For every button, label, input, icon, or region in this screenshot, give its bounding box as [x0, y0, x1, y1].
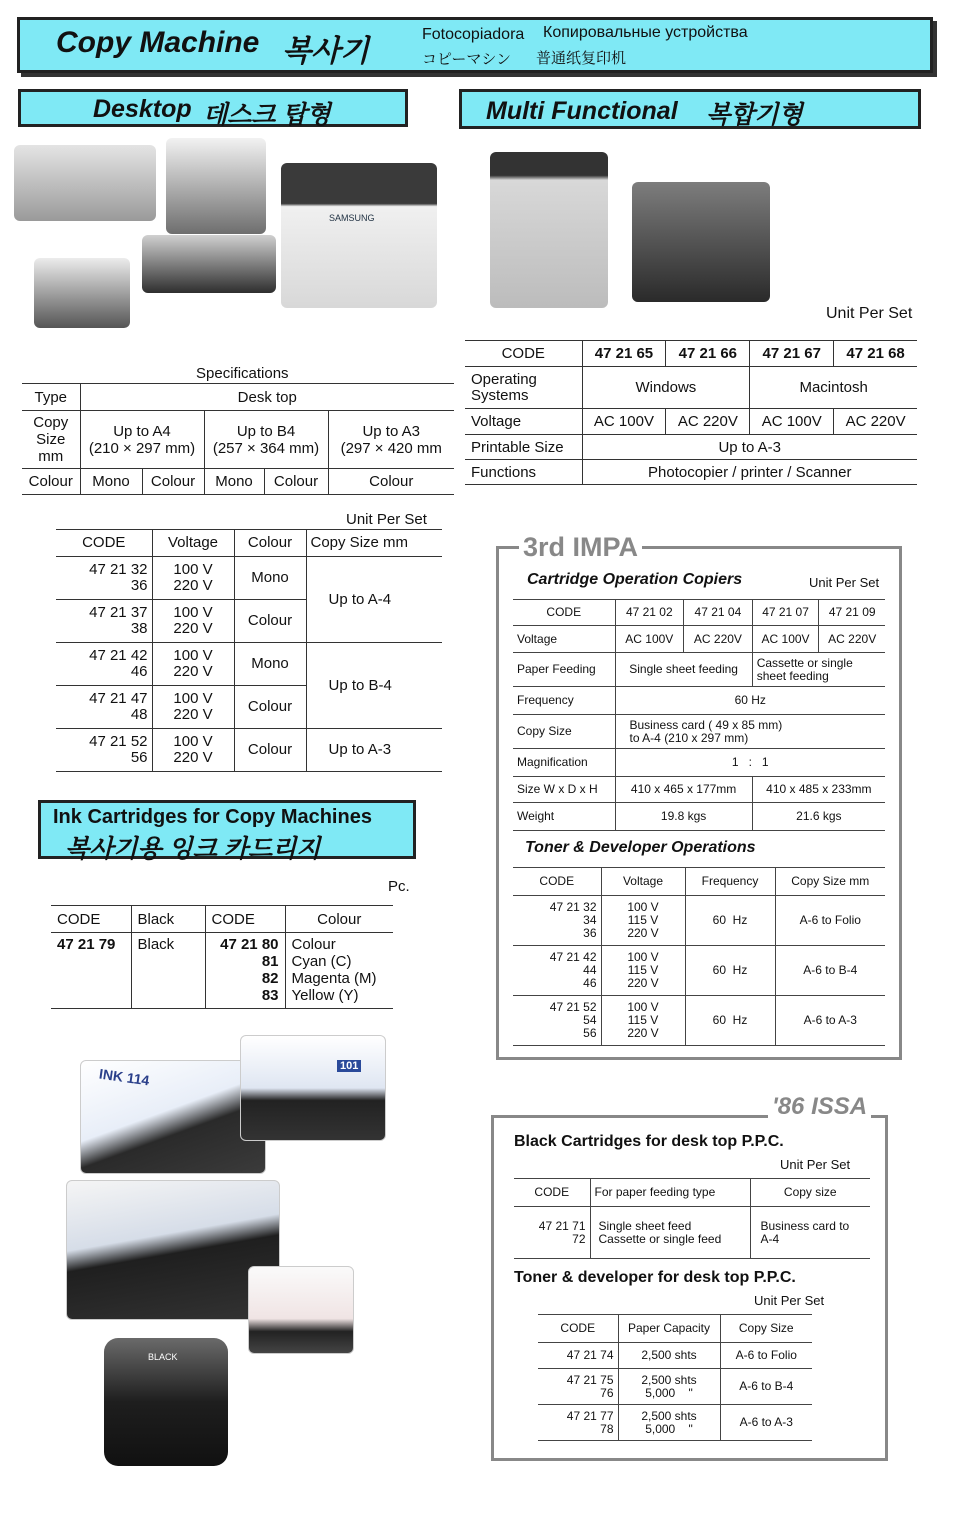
- impa-toner-voltage: 100 V: [627, 1000, 659, 1014]
- impa-weight-label: Weight: [513, 803, 615, 831]
- impa-voltage-2: AC 220V: [684, 626, 753, 653]
- ink-colour-code: 83: [261, 987, 279, 1004]
- spec-size-label-1: Copy: [33, 414, 69, 431]
- issa-toner-code: 76: [600, 1385, 614, 1400]
- issa-toner-capacity: 2,500 shts: [641, 1372, 697, 1387]
- issa-toner-size: A-6 to B-4: [720, 1369, 812, 1405]
- ink-black-value: Black: [131, 933, 205, 1009]
- impa-feed-2: [752, 653, 885, 687]
- ink-colour-value: Yellow (Y): [291, 987, 359, 1004]
- ink-cartridge-photo-5: [104, 1338, 228, 1466]
- ink-banner: [38, 800, 416, 863]
- row-code: 47 21 42: [89, 647, 148, 664]
- header-lang-ja: コピーマシン: [422, 51, 512, 68]
- ink-black-code: 47 21 79: [57, 936, 116, 953]
- spec-size-a4: [80, 411, 204, 469]
- spec-colour-1: Mono: [80, 469, 142, 495]
- issa-black-size: Business card to: [760, 1218, 850, 1233]
- row-voltage-1: 100 V: [173, 733, 213, 750]
- impa-toner-title: Toner & Developer Operations: [525, 839, 756, 856]
- row-voltage-2: 220 V: [173, 620, 213, 637]
- ink-colour-code: 82: [261, 970, 279, 987]
- issa-toner-code: 78: [600, 1421, 614, 1436]
- impa-toner-code: 44: [583, 963, 597, 977]
- impa-freq-label: Frequency: [513, 687, 615, 715]
- mf-os-label-1: Operating: [471, 370, 537, 388]
- impa-toner-voltage: 220 V: [627, 926, 659, 940]
- mf-code-1: 47 21 65: [582, 341, 666, 367]
- multi-copier-photo-2: [632, 182, 770, 302]
- row-size-a4: Up to A-4: [306, 557, 442, 643]
- ink-colour-value: Cyan (C): [291, 953, 352, 970]
- row-voltage-1: 100 V: [173, 647, 213, 664]
- mf-code-2: 47 21 66: [666, 341, 750, 367]
- row-size-a3: Up to A-3: [306, 729, 442, 772]
- mf-code-4: 47 21 68: [834, 341, 917, 367]
- spec-type-value: Desk top: [80, 384, 454, 411]
- table-row: [56, 557, 442, 600]
- ink-cartridge-photo-2: [240, 1035, 386, 1141]
- ink-table: [51, 905, 393, 1009]
- header-lang-zh: 普通纸复印机: [536, 50, 627, 67]
- issa-box: [491, 1093, 888, 1461]
- issa-toner-size: A-6 to A-3: [720, 1405, 812, 1441]
- desktop-banner: [18, 89, 408, 127]
- col-voltage: Voltage: [152, 530, 234, 557]
- mf-code-label: CODE: [465, 341, 582, 367]
- row-colour: Colour: [234, 729, 306, 772]
- spec-type-label: Type: [22, 384, 80, 411]
- row-code-2: 46: [130, 663, 148, 680]
- issa-toner-title: Toner & developer for desk top P.P.C.: [514, 1269, 796, 1286]
- impa-toner-col-code: CODE: [513, 868, 601, 896]
- impa-code-label: CODE: [513, 600, 615, 626]
- black-label: BLACK: [148, 1352, 178, 1362]
- impa-weight-1: 19.8 kgs: [615, 803, 752, 831]
- impa-box: [496, 532, 902, 1060]
- ink-cartridge-photo-1: [80, 1060, 266, 1174]
- row-code: 47 21 47: [89, 690, 148, 707]
- row-voltage-2: 220 V: [173, 706, 213, 723]
- impa-feed-1: Single sheet feeding: [615, 653, 752, 687]
- header-title-ko: 복사기: [282, 35, 369, 68]
- issa-toner-size: A-6 to Folio: [720, 1343, 812, 1369]
- mf-os-mac: Macintosh: [750, 367, 917, 409]
- ink-colour-codes: [205, 933, 285, 1009]
- mf-code-3: 47 21 67: [750, 341, 834, 367]
- impa-weight-2: 21.6 kgs: [752, 803, 885, 831]
- ink-colour-value: Magenta (M): [291, 970, 377, 987]
- issa-black-col-feed: For paper feeding type: [590, 1179, 750, 1207]
- issa-black-feed: Cassette or single feed: [598, 1231, 722, 1246]
- impa-toner-voltage: 115 V: [627, 963, 659, 977]
- mf-print-value: Up to A-3: [582, 435, 917, 460]
- impa-voltage-label: Voltage: [513, 626, 615, 653]
- spec-size-a3: [328, 411, 454, 469]
- ink-col-colour: Colour: [285, 906, 393, 933]
- impa-toner-code: 47 21 52: [549, 1000, 597, 1014]
- impa-copy-label: Copy Size: [513, 715, 615, 749]
- impa-code-3: 47 21 07: [752, 600, 819, 626]
- spec-colour-5: Colour: [328, 469, 454, 495]
- issa-toner-capacity: 2,500 shts: [641, 1348, 697, 1362]
- row-code: 47 21 32: [89, 561, 148, 578]
- impa-tag: 3rd IMPA: [519, 532, 642, 563]
- spec-size-a4-line1: Up to A4: [113, 422, 171, 440]
- spec-colour-label: Colour: [22, 469, 80, 495]
- spec-size-a3-line2: (297 × 420 mm: [340, 439, 442, 457]
- desktop-copier-photo-2: [166, 138, 266, 234]
- mf-voltage-1: AC 100V: [582, 409, 666, 435]
- mf-voltage-4: AC 220V: [834, 409, 917, 435]
- multi-banner-ko: 복합기형: [706, 101, 803, 129]
- issa-unit-1: Unit Per Set: [780, 1157, 851, 1172]
- issa-toner-code: 47 21 77: [566, 1408, 614, 1423]
- row-code-2: 56: [130, 749, 148, 766]
- header-title-en: Copy Machine: [56, 26, 260, 59]
- impa-mag-value: 1 : 1: [615, 749, 885, 777]
- impa-mag-label: Magnification: [513, 749, 615, 777]
- issa-toner-capacity: 5,000 ": [645, 1385, 693, 1400]
- issa-black-col-size: Copy size: [750, 1179, 870, 1207]
- multi-banner-en: Multi Functional: [486, 97, 678, 125]
- issa-unit-2: Unit Per Set: [754, 1293, 825, 1308]
- desktop-banner-en: Desktop: [93, 95, 192, 123]
- spec-title: Specifications: [196, 365, 289, 382]
- impa-freq-value: 60 Hz: [615, 687, 885, 715]
- mf-voltage-2: AC 220V: [666, 409, 750, 435]
- impa-toner-code: 54: [583, 1013, 597, 1027]
- ink-colour-values: [285, 933, 393, 1009]
- row-code-2: 48: [130, 706, 148, 723]
- impa-toner-code: 56: [583, 1026, 597, 1040]
- impa-title: Cartridge Operation Copiers: [527, 571, 743, 588]
- col-colour: Colour: [234, 530, 306, 557]
- col-copy-size: Copy Size mm: [306, 530, 442, 557]
- impa-toner-size: A-6 to B-4: [775, 946, 885, 996]
- impa-toner-freq: 60 Hz: [685, 896, 775, 946]
- row-voltage-1: 100 V: [173, 690, 213, 707]
- impa-voltage-3: AC 100V: [752, 626, 819, 653]
- spec-colour-4: Colour: [264, 469, 328, 495]
- multi-copier-photo-1: [490, 152, 608, 308]
- impa-toner-voltage: 115 V: [627, 913, 659, 927]
- spec-colour-3: Mono: [204, 469, 264, 495]
- impa-toner-code: 36: [583, 926, 597, 940]
- row-voltage-2: 220 V: [173, 663, 213, 680]
- desktop-copier-photo-1: [14, 145, 156, 221]
- impa-toner-voltage: 220 V: [627, 976, 659, 990]
- impa-toner-code: 46: [583, 976, 597, 990]
- impa-toner-table: [513, 867, 885, 1046]
- issa-black-title: Black Cartridges for desk top P.P.C.: [514, 1133, 784, 1150]
- impa-toner-voltage: 100 V: [627, 950, 659, 964]
- spec-size-b4-line1: Up to B4: [236, 422, 296, 440]
- row-colour: Colour: [234, 686, 306, 729]
- issa-black-col-code: CODE: [514, 1179, 590, 1207]
- spec-size-label: [22, 411, 80, 469]
- spec-size-b4-line2: (257 × 364 mm): [212, 439, 320, 457]
- spec-colour-2: Colour: [142, 469, 204, 495]
- issa-tag: '86 ISSA: [768, 1093, 871, 1121]
- row-code: 47 21 37: [89, 604, 148, 621]
- table-row: [51, 933, 393, 1009]
- impa-copy-value: [615, 715, 885, 749]
- impa-table: [513, 599, 885, 831]
- desktop-banner-ko: 데스크 탑형: [203, 101, 331, 129]
- issa-toner-capacity: 2,500 shts: [641, 1408, 697, 1423]
- ink-colour-code: 81: [261, 953, 279, 970]
- table-row: [513, 996, 885, 1046]
- header-lang-ru: Копировальные устройства: [543, 24, 748, 41]
- row-code-2: 38: [130, 620, 148, 637]
- issa-toner-table: [538, 1314, 812, 1441]
- desktop-copier-photo-3: [281, 163, 437, 308]
- table-row: [538, 1405, 812, 1441]
- spec-size-label-3: mm: [38, 448, 64, 465]
- impa-voltage-1: AC 100V: [615, 626, 684, 653]
- impa-toner-code: 34: [583, 913, 597, 927]
- spec-size-a3-line1: Up to A3: [362, 422, 421, 440]
- header-banner: [17, 17, 933, 73]
- row-voltage-1: 100 V: [173, 561, 213, 578]
- desktop-spec-table: [22, 383, 454, 495]
- ink-unit-label: Pc.: [388, 878, 410, 895]
- row-colour: Mono: [234, 557, 306, 600]
- table-row: [56, 643, 442, 686]
- issa-toner-capacity: 5,000 ": [645, 1421, 693, 1436]
- impa-toner-col-size: Copy Size mm: [775, 868, 885, 896]
- row-voltage-2: 220 V: [173, 577, 213, 594]
- impa-feed-2b: sheet feeding: [756, 668, 829, 683]
- col-code: CODE: [56, 530, 152, 557]
- desktop-unit-label: Unit Per Set: [346, 511, 427, 528]
- impa-toner-col-voltage: Voltage: [601, 868, 685, 896]
- ink-col-code-2: CODE: [205, 906, 285, 933]
- impa-toner-voltage: 115 V: [627, 1013, 659, 1027]
- table-row: [514, 1207, 870, 1259]
- table-row: [56, 729, 442, 772]
- row-voltage-1: 100 V: [173, 604, 213, 621]
- header-lang-es: Fotocopiadora: [422, 26, 525, 43]
- impa-copy-value-1: Business card ( 49 x 85 mm): [629, 717, 783, 732]
- ink-colour-code: 47 21 80: [220, 936, 279, 953]
- issa-toner-col-capacity: Paper Capacity: [618, 1315, 720, 1343]
- multi-banner: [459, 89, 921, 129]
- row-colour: Mono: [234, 643, 306, 686]
- impa-toner-size: A-6 to A-3: [775, 996, 885, 1046]
- impa-toner-voltage: 100 V: [627, 900, 659, 914]
- table-row: [513, 896, 885, 946]
- row-size-b4: Up to B-4: [306, 643, 442, 729]
- multi-table: [465, 340, 917, 485]
- impa-size-label: Size W x D x H: [513, 777, 615, 803]
- impa-toner-size: A-6 to Folio: [775, 896, 885, 946]
- impa-code-4: 47 21 09: [819, 600, 885, 626]
- mf-func-value: Photocopier / printer / Scanner: [582, 460, 917, 485]
- desktop-codes-table: [56, 529, 442, 772]
- mf-print-label: Printable Size: [465, 435, 582, 460]
- impa-toner-voltage: 220 V: [627, 1026, 659, 1040]
- ink-cartridge-photo-4: [248, 1266, 354, 1354]
- mf-os-label: [465, 367, 582, 409]
- samsung-label: SAMSUNG: [329, 213, 375, 223]
- issa-black-code: 72: [572, 1231, 586, 1246]
- issa-black-feed: Single sheet feed: [598, 1218, 692, 1233]
- ink-col-black: Black: [131, 906, 205, 933]
- impa-feed-2a: Cassette or single: [756, 655, 853, 670]
- issa-toner-code: 47 21 75: [566, 1372, 614, 1387]
- ink-col-code: CODE: [57, 910, 101, 928]
- impa-code-2: 47 21 04: [684, 600, 753, 626]
- impa-toner-col-frequency: Frequency: [685, 868, 775, 896]
- box101-label: 101: [337, 1060, 361, 1072]
- ink114-label: INK 114: [98, 1065, 151, 1089]
- impa-toner-freq: 60 Hz: [685, 996, 775, 1046]
- table-row: [538, 1343, 812, 1369]
- spec-size-b4: [204, 411, 328, 469]
- desktop-copier-photo-5: [34, 258, 130, 328]
- ink-banner-en: Ink Cartridges for Copy Machines: [53, 806, 372, 828]
- table-row: [538, 1369, 812, 1405]
- impa-toner-code: 47 21 32: [549, 900, 597, 914]
- row-colour: Colour: [234, 600, 306, 643]
- impa-toner-freq: 60 Hz: [685, 946, 775, 996]
- issa-toner-code: 47 21 74: [566, 1348, 614, 1362]
- ink-colour-value: Colour: [291, 936, 336, 953]
- impa-code-1: 47 21 02: [615, 600, 684, 626]
- impa-voltage-4: AC 220V: [819, 626, 885, 653]
- mf-voltage-label: Voltage: [465, 409, 582, 435]
- issa-black-table: [514, 1178, 870, 1259]
- issa-toner-col-code: CODE: [538, 1315, 618, 1343]
- table-row: [513, 946, 885, 996]
- mf-os-windows: Windows: [582, 367, 750, 409]
- mf-func-label: Functions: [465, 460, 582, 485]
- spec-size-label-2: Size: [36, 431, 66, 448]
- row-code: 47 21 52: [89, 733, 148, 750]
- issa-toner-col-size: Copy Size: [720, 1315, 812, 1343]
- row-voltage-2: 220 V: [173, 749, 213, 766]
- row-code-2: 36: [130, 577, 148, 594]
- mf-voltage-3: AC 100V: [750, 409, 834, 435]
- mf-os-label-2: Systems: [471, 386, 529, 404]
- ink-banner-ko: 복사기용 잉크 카드리지: [65, 835, 321, 863]
- impa-unit: Unit Per Set: [809, 575, 880, 590]
- issa-black-code: 47 21 71: [538, 1218, 586, 1233]
- spec-size-a4-line2: (210 × 297 mm): [88, 439, 196, 457]
- impa-toner-code: 47 21 42: [549, 950, 597, 964]
- impa-copy-value-2: to A-4 (210 x 297 mm): [629, 730, 749, 745]
- impa-feed-label: Paper Feeding: [513, 653, 615, 687]
- desktop-copier-photo-4: [142, 235, 276, 293]
- impa-size-2: 410 x 485 x 233mm: [752, 777, 885, 803]
- impa-size-1: 410 x 465 x 177mm: [615, 777, 752, 803]
- issa-black-size: A-4: [760, 1231, 780, 1246]
- multi-unit-label: Unit Per Set: [826, 305, 913, 322]
